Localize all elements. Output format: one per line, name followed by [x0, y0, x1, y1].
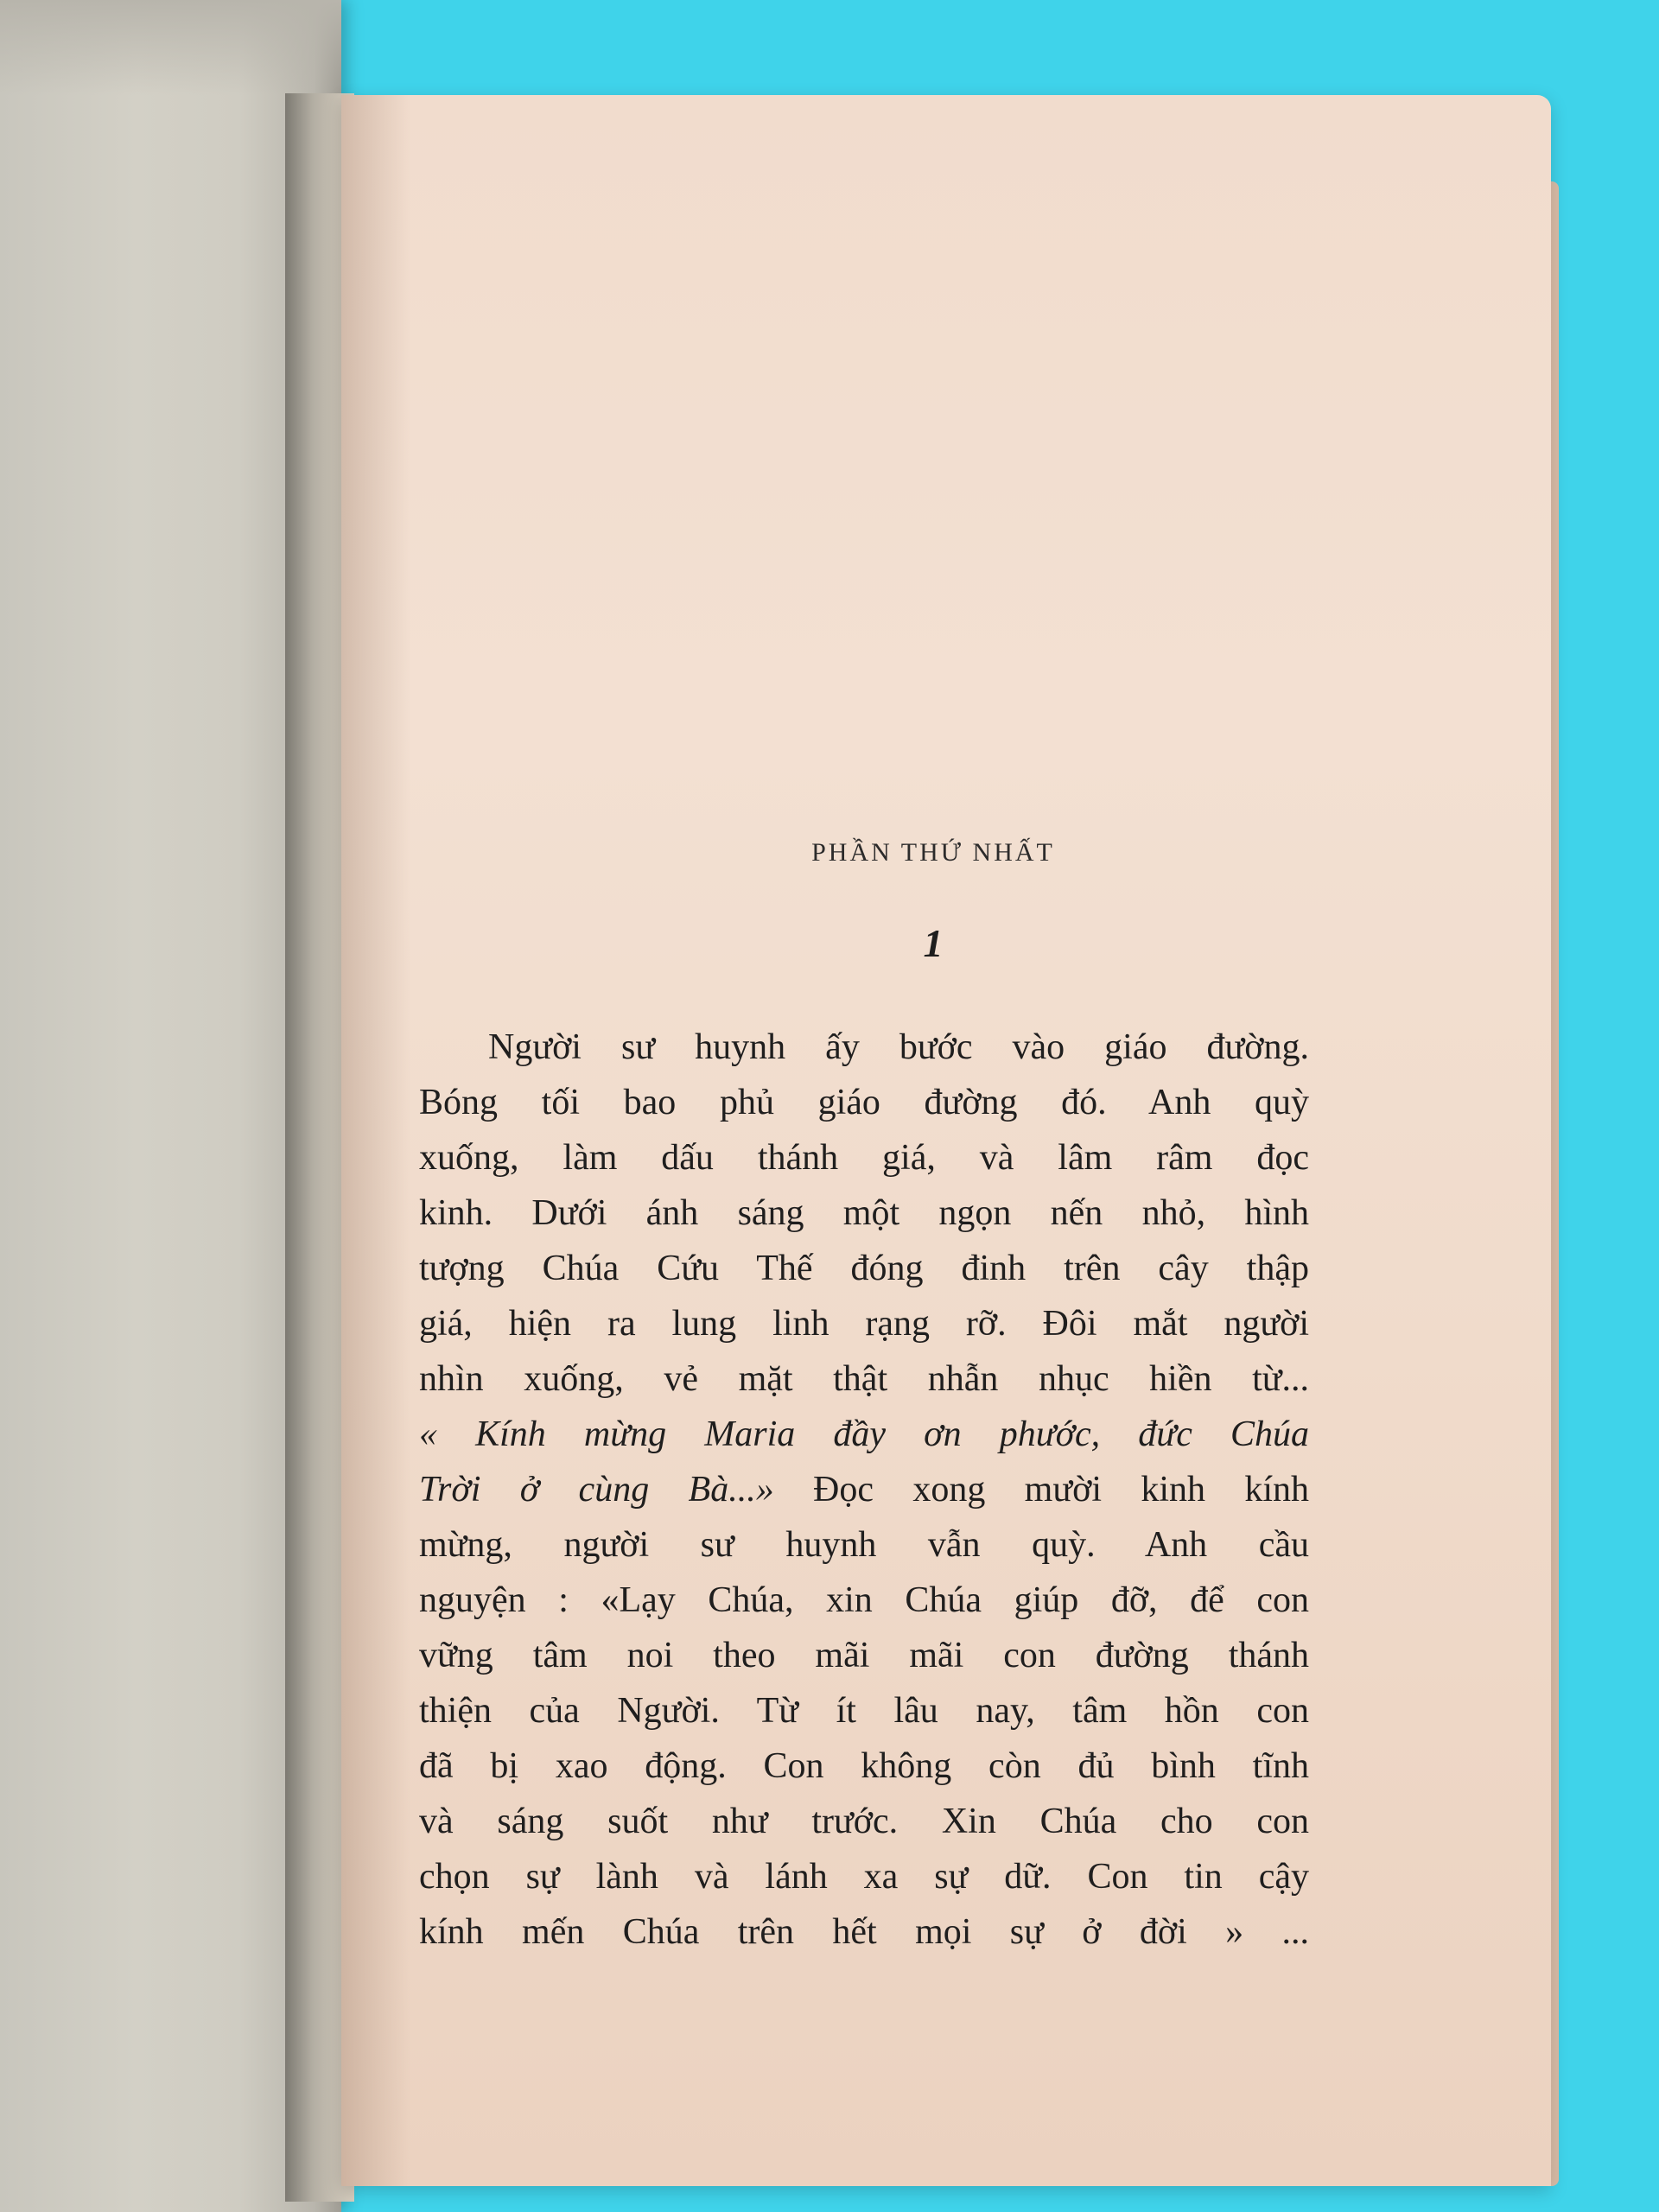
text-line: tượng Chúa Cứu Thế đóng đinh trên cây thập: [419, 1249, 1309, 1288]
text-line: [419, 1462, 1309, 1517]
text-line: nguyện : «Lạy Chúa, xin Chúa giúp đỡ, để con: [419, 1580, 1309, 1620]
text-line: mừng, người sư huynh vẫn quỳ. Anh cầu: [419, 1525, 1309, 1565]
text-segment: Trời ở cùng Bà...»: [419, 1470, 814, 1510]
left-page-shadow: [0, 0, 341, 95]
text-line: và sáng suốt như trước. Xin Chúa cho con: [419, 1802, 1309, 1841]
text-line: xuống, làm dấu thánh giá, và lâm râm đọc: [419, 1138, 1309, 1178]
text-line: giá, hiện ra lung linh rạng rỡ. Đôi mắt người: [419, 1304, 1309, 1344]
text-line: « Kính mừng Maria đầy ơn phước, đức Chúa: [419, 1414, 1309, 1454]
text-line: kính mến Chúa trên hết mọi sự ở đời » ...: [419, 1912, 1309, 1952]
text-segment: Đọc xong mười kinh kính: [813, 1470, 1309, 1510]
text-line: Bóng tối bao phủ giáo đường đó. Anh quỳ: [419, 1083, 1309, 1122]
text-line: kinh. Dưới ánh sáng một ngọn nến nhỏ, hình: [419, 1193, 1309, 1233]
text-line: đã bị xao động. Con không còn đủ bình tĩnh: [419, 1746, 1309, 1786]
text-line: chọn sự lành và lánh xa sự dữ. Con tin cậy: [419, 1857, 1309, 1897]
body-text: [419, 1020, 1309, 1960]
section-header: PHẦN THỨ NHẤT: [811, 838, 1055, 867]
chapter-number: 1: [923, 921, 944, 965]
text-line: Người sư huynh ấy bước vào giáo đường.: [488, 1027, 1309, 1067]
text-line: thiện của Người. Từ ít lâu nay, tâm hồn con: [419, 1691, 1309, 1731]
text-line: nhìn xuống, vẻ mặt thật nhẫn nhục hiền từ...: [419, 1359, 1309, 1399]
text-line: vững tâm noi theo mãi mãi con đường thánh: [419, 1636, 1309, 1675]
